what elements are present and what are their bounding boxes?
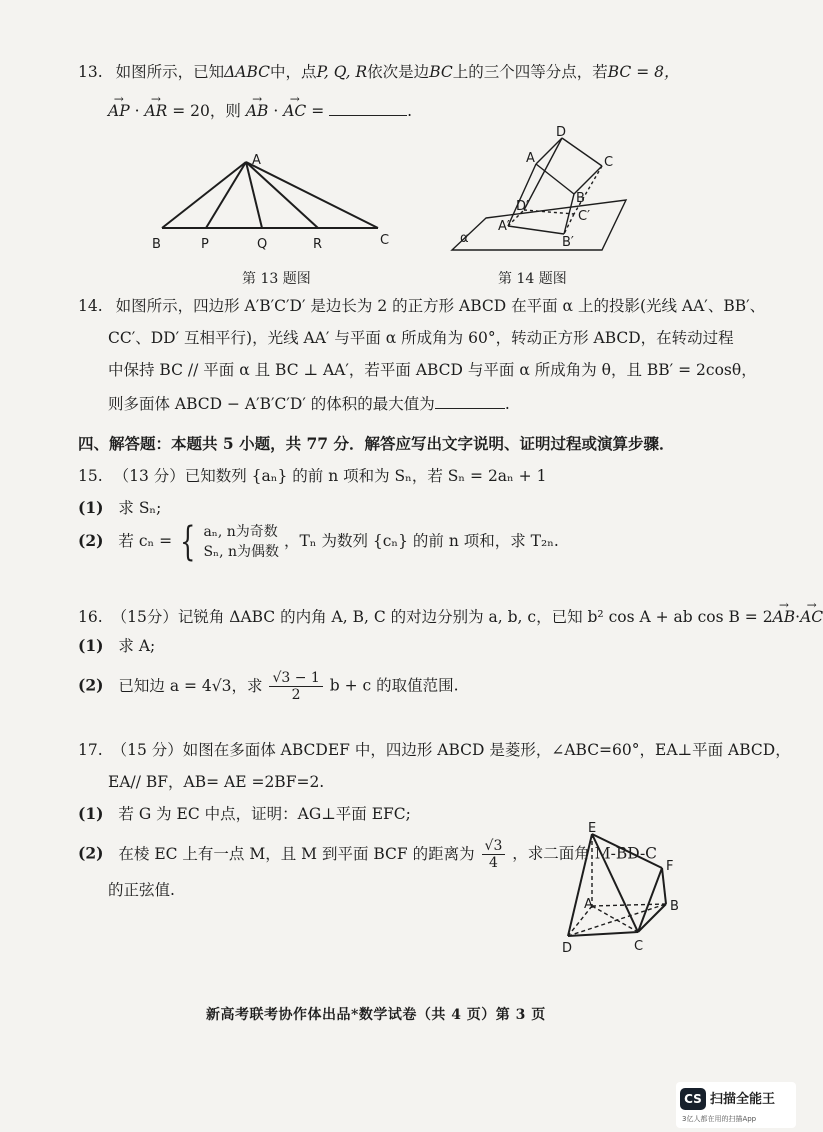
label-B1: B′: [562, 235, 574, 250]
scanner-watermark: CS 扫描全能王 3亿人都在用的扫描App: [676, 1082, 796, 1128]
label-A: A: [252, 153, 261, 168]
label-D: D: [556, 125, 567, 140]
q16-part2: (2) 已知边 a = 4√3，求 $\frac{√3 - 1}{2}$ b + c 的取值范围.: [78, 670, 459, 703]
caption-13: 第 13 题图: [242, 271, 311, 287]
label-C: C: [634, 939, 644, 954]
plane-alpha: [452, 200, 626, 250]
figure-17-polyhedron: [556, 820, 706, 960]
piecewise-cases: aₙ, n为奇数 Sₙ, n为偶数: [203, 524, 280, 560]
label-D: D: [562, 941, 573, 956]
label-alpha: α: [460, 231, 469, 246]
q17-part2-cont: 的正弦值.: [108, 881, 175, 899]
q17-part1: (1) 若 G 为 EC 中点，证明：AG⊥平面 EFC;: [78, 804, 411, 823]
answer-blank[interactable]: [329, 99, 407, 116]
label-C: C: [604, 155, 614, 170]
label-B: B: [670, 899, 679, 914]
q17-part2: (2) 在棱 EC 上有一点 M，且 M 到平面 BCF 的距离为 $\frac{√3}{4}$ ，求二面角 M-BD-C: [78, 838, 658, 871]
q14-line2: CC′、DD′ 互相平行)，光线 AA′ 与平面 α 所成角为 60°，转动正方形 ABCD，在转动过程: [108, 329, 734, 347]
label-E: E: [588, 821, 597, 836]
question-number: 13.: [78, 63, 103, 81]
camscanner-logo-icon: CS: [680, 1088, 706, 1110]
label-D1: D′: [516, 199, 529, 214]
seg-AR: [246, 162, 318, 228]
q17-line1: 17. （15 分）如图在多面体 ABCDEF 中，四边形 ABCD 是菱形，∠ABC=60°，EA⊥平面 ABCD，: [78, 741, 791, 759]
q14-line1: 14. 如图所示，四边形 A′B′C′D′ 是边长为 2 的正方形 ABCD 在平面 α 上的投影(光线 AA′、BB′、: [78, 297, 766, 315]
question-number: 14.: [78, 297, 103, 315]
label-A1: A′: [498, 219, 510, 234]
page-footer: 新高考联考协作体出品*数学试卷（共 4 页）第 3 页: [206, 1007, 546, 1023]
label-B: B: [576, 191, 585, 206]
label-R: R: [313, 237, 323, 252]
label-C1: C′: [578, 209, 591, 224]
q15-part2: (2) 若 cₙ = { aₙ, n为奇数 Sₙ, n为偶数 ，Tₙ 为数列 {cₙ} 的前 n 项和，求 T₂ₙ.: [78, 519, 559, 565]
q15-part1: (1) 求 Sₙ;: [78, 498, 162, 517]
q16-part1: (1) 求 A;: [78, 636, 156, 655]
fraction: $\frac{√3 - 1}{2}$: [269, 670, 322, 703]
q14-line4: 则多面体 ABCD − A′B′C′D′ 的体积的最大值为 .: [108, 392, 510, 414]
label-F: F: [666, 859, 674, 874]
q16-stem: 16. （15分）记锐角 ΔABC 的内角 A, B, C 的对边分别为 a, b, c，已知 b² cos A + ab cos B = 2→ AB·→ AC: [78, 604, 823, 627]
answer-blank[interactable]: [435, 392, 505, 409]
seg-AC: [246, 162, 378, 228]
seg-AQ: [246, 162, 262, 228]
q17-line2: EA// BF，AB= AE =2BF=2.: [108, 773, 325, 791]
fraction: $\frac{√3}{4}$: [482, 838, 506, 871]
label-A: A: [584, 897, 593, 912]
question-number: 17.: [78, 741, 103, 759]
label-Q: Q: [257, 237, 268, 252]
figure-13-triangle: [140, 148, 400, 258]
q13-line2: → AP · → AR = 20，则 → AB · → AC = .: [108, 98, 412, 121]
q15-stem: 15. （13 分）已知数列 {aₙ} 的前 n 项和为 Sₙ，若 Sₙ = 2aₙ + 1: [78, 467, 547, 485]
q13-line1: 13. 如图所示，已知ΔABC中，点P, Q, R依次是边BC上的三个四等分点，若BC = 8，: [78, 63, 680, 81]
seg-AB: [162, 162, 246, 228]
figure-14-projection: [446, 126, 666, 256]
label-C: C: [380, 233, 390, 248]
seg-AP: [206, 162, 246, 228]
caption-14: 第 14 题图: [498, 271, 567, 287]
question-number: 15.: [78, 467, 103, 485]
question-number: 16.: [78, 608, 103, 626]
label-B: B: [152, 237, 161, 252]
label-P: P: [201, 237, 209, 252]
label-A: A: [526, 151, 535, 166]
section-heading: 四、解答题：本题共 5 小题，共 77 分．解答应写出文字说明、证明过程或演算步骤．: [78, 434, 675, 453]
q14-line3: 中保持 BC // 平面 α 且 BC ⊥ AA′，若平面 ABCD 与平面 α 所成角为 θ，且 BB′ = 2cosθ，: [108, 361, 757, 379]
